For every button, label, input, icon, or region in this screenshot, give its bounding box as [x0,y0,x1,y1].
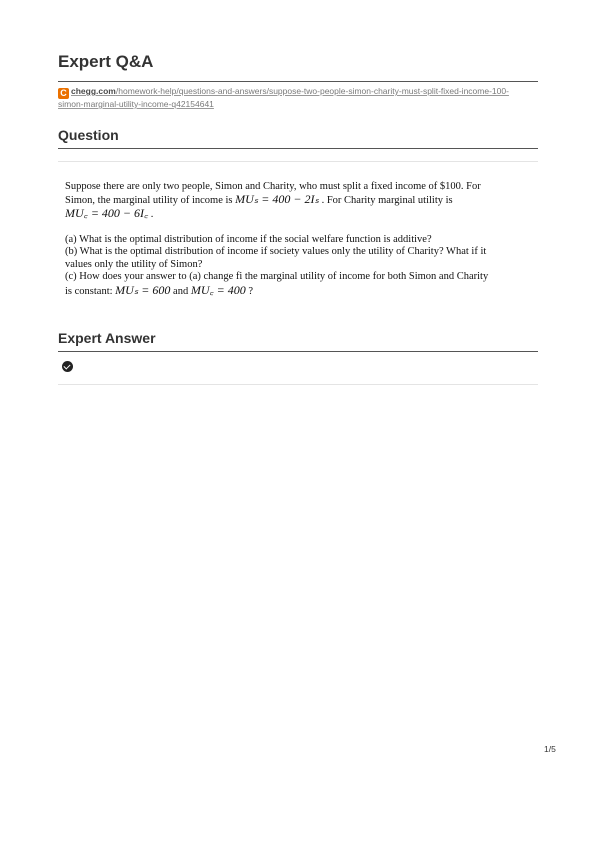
page-number: 1/5 [544,744,556,754]
answer-divider [58,351,538,352]
question-part-a: (a) What is the optimal distribution of income if the social welfare function is additive? [65,233,432,245]
question-part-c-line2: is constant: MUₛ = 600 and MU꜀ = 400 ? [65,282,254,297]
question-line-2: Simon, the marginal utility of income is MUₛ = 400 − 2Iₛ . For Charity marginal utility is [65,192,453,206]
question-box-top [58,161,538,162]
source-domain: chegg.com [71,86,116,96]
expert-answer-heading: Expert Answer [58,330,156,346]
question-part-b-line2: values only the utility of Simon? [65,258,203,270]
question-line-1: Suppose there are only two people, Simon and Charity, who must split a fixed income of $100. For [65,181,481,192]
page-title: Expert Q&A [58,52,154,71]
verified-check-icon [62,361,73,372]
question-part-b-line1: (b) What is the optimal distribution of income if society values only the utility of Charity? What if it [65,246,487,257]
simon-mu-formula: MUₛ = 400 − 2Iₛ [235,192,319,206]
question-line-3: MU꜀ = 400 − 6I꜀ . [65,206,154,220]
title-divider [58,81,538,82]
charity-mu-formula: MU꜀ = 400 − 6I꜀ [65,206,149,220]
question-divider [58,148,538,149]
question-heading: Question [58,127,119,143]
source-link[interactable] [58,86,538,110]
question-body [65,180,515,298]
answer-box-bottom [58,384,538,385]
chegg-logo-icon: C [58,88,69,99]
source-path-line1: /homework-help/questions-and-answers/suppose-two-people-simon-charity-must-split-fixed-income-100- [115,86,509,96]
question-part-c-line1: (c) How does your answer to (a) change fi the marginal utility of income for both Simon and Charity [65,271,489,282]
simon-constant-mu: MUₛ = 600 [115,282,171,297]
source-path-line2: simon-marginal-utility-income-q42154641 [58,99,214,109]
charity-constant-mu: MU꜀ = 400 [190,282,246,297]
